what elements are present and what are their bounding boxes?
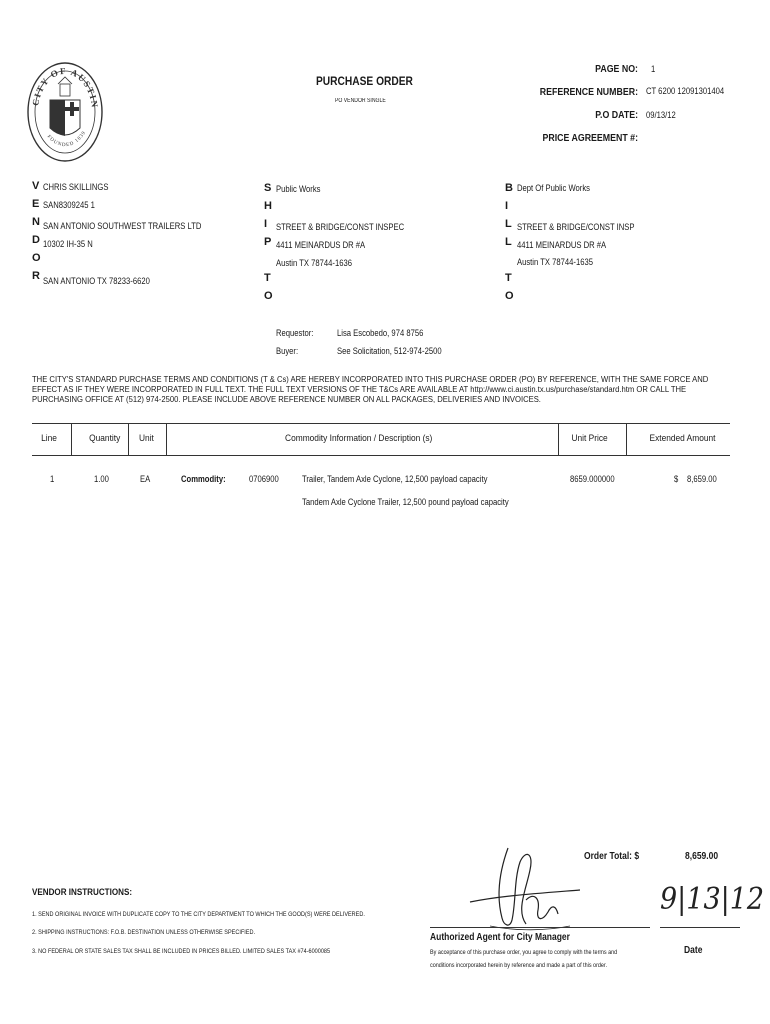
vendor-instructions-title: VENDOR INSTRUCTIONS:	[32, 887, 133, 898]
col-divider	[166, 424, 167, 455]
col-divider	[128, 424, 129, 455]
table-header-rule	[32, 455, 730, 456]
acceptance-text-1: By acceptance of this purchase order, you agree to comply with the terms and	[430, 949, 618, 956]
handwritten-date: 9|13|12	[660, 882, 765, 917]
ship-to-letters	[264, 182, 274, 308]
row-description-detail: Tandem Axle Cyclone Trailer, 12,500 pound payload capacity	[302, 497, 509, 507]
column-header-description: Commodity Information / Description (s)	[285, 433, 433, 444]
bill-letter: L	[505, 218, 512, 230]
bill-to-department: Dept Of Public Works	[517, 183, 590, 193]
vendor-letters	[32, 180, 42, 288]
col-divider	[71, 424, 72, 455]
row-currency: $	[674, 474, 679, 484]
bill-letter: L	[505, 236, 512, 248]
acceptance-text-2: conditions incorporated herein by reference and made a part of this order.	[430, 962, 607, 969]
ship-letter	[264, 254, 274, 272]
column-header-unit-price: Unit Price	[571, 433, 608, 444]
page-no-value: 1	[651, 64, 656, 74]
vendor-city: SAN ANTONIO TX 78233-6620	[43, 276, 150, 286]
column-header-quantity: Quantity	[89, 433, 121, 444]
page-no-label: PAGE NO:	[595, 64, 638, 75]
signature-scribble	[430, 840, 590, 940]
bill-to-city: Austin TX 78744-1635	[517, 257, 593, 267]
vendor-instruction-item: 2. SHIPPING INSTRUCTIONS: F.O.B. DESTINATION UNLESS OTHERWISE SPECIFIED.	[32, 929, 255, 936]
row-extended-amount: 8,659.00	[687, 474, 717, 484]
requestor-label: Requestor:	[276, 328, 314, 338]
col-divider	[558, 424, 559, 455]
column-header-extended-amount: Extended Amount	[649, 433, 716, 444]
ship-letter: S	[264, 182, 272, 194]
terms-paragraph: THE CITY'S STANDARD PURCHASE TERMS AND CONDITIONS (T & Cs) ARE HEREBY INCORPORATED INTO THIS PURCHASE ORDER (PO) BY REFERENCE, WITH THE SAME FORCE AND EFFECT AS IF THEY WERE INCORPORATED IN FULL TEXT. THE FULL TEXT VERSIONS OF THE T&Cs ARE AVAILABLE AT http://www.ci.austin.tx.us/purchase/standard.htm OR CALL THE PURCHASING OFFICE AT (512) 974-2500. PLEASE INCLUDE ABOVE REFERENCE NUMBER ON ALL PACKAGES, DELIVERIES AND INVOICES.	[32, 374, 709, 404]
row-unit: EA	[140, 474, 151, 484]
bill-letter: T	[505, 272, 512, 284]
ship-letter: T	[264, 272, 271, 284]
vendor-letter: N	[32, 216, 40, 228]
vendor-letter: R	[32, 270, 40, 282]
date-label: Date	[684, 945, 703, 956]
buyer-label: Buyer:	[276, 346, 299, 356]
row-commodity-code: 0706900	[249, 474, 279, 484]
document-subtitle: PO VENDOR SINGLE	[335, 98, 386, 104]
vendor-letter: D	[32, 234, 40, 246]
row-line-number: 1	[50, 474, 55, 484]
vendor-company: SAN ANTONIO SOUTHWEST TRAILERS LTD	[43, 221, 202, 231]
bill-to-street: 4411 MEINARDUS DR #A	[517, 240, 607, 250]
seal-bottom-text: FOUNDED 1839	[45, 130, 88, 149]
vendor-instruction-item: 3. NO FEDERAL OR STATE SALES TAX SHALL BE INCLUDED IN PRICES BILLED. LIMITED SALES TAX #74-6000085	[32, 948, 331, 955]
vendor-instruction-item: 1. SEND ORIGINAL INVOICE WITH DUPLICATE COPY TO THE CITY DEPARTMENT TO WHICH THE GOOD(S) WERE DELIVERED.	[32, 911, 365, 918]
reference-number-value: CT 6200 12091301404	[646, 86, 725, 96]
order-total-label: Order Total: $	[584, 851, 640, 862]
city-seal	[26, 60, 104, 164]
bill-letter: I	[505, 200, 509, 212]
bill-letter	[505, 254, 515, 272]
row-description: Trailer, Tandem Axle Cyclone, 12,500 payload capacity	[302, 474, 488, 484]
column-header-unit: Unit	[139, 433, 154, 444]
seal-ring-text: CITY OF AUSTIN	[30, 65, 100, 110]
ship-letter: H	[264, 200, 272, 212]
row-quantity: 1.00	[94, 474, 109, 484]
ship-to-division: STREET & BRIDGE/CONST INSPEC	[276, 222, 405, 232]
vendor-letter: V	[32, 180, 40, 192]
ship-letter: P	[264, 236, 272, 248]
vendor-letter: O	[32, 252, 41, 264]
ship-to-street: 4411 MEINARDUS DR #A	[276, 240, 366, 250]
column-header-line: Line	[41, 433, 57, 444]
po-date-value: 09/13/12	[646, 110, 676, 120]
signature-line	[430, 927, 650, 928]
po-date-label: P.O DATE:	[595, 110, 638, 121]
price-agreement-label: PRICE AGREEMENT #:	[542, 133, 638, 144]
date-line	[660, 927, 740, 928]
vendor-letter: E	[32, 198, 40, 210]
buyer-value: See Solicitation, 512-974-2500	[337, 346, 442, 356]
bill-to-division: STREET & BRIDGE/CONST INSP	[517, 222, 635, 232]
bill-letter: B	[505, 182, 513, 194]
order-total-value: 8,659.00	[685, 851, 719, 862]
svg-text:FOUNDED 1839	[46, 130, 88, 148]
bill-letter: O	[505, 290, 514, 302]
bill-to-letters	[505, 182, 515, 308]
vendor-contact: CHRIS SKILLINGS	[43, 182, 109, 192]
row-unit-price: 8659.000000	[570, 474, 615, 484]
row-commodity-label: Commodity:	[181, 474, 226, 484]
ship-to-department: Public Works	[276, 184, 321, 194]
vendor-id: SAN8309245 1	[43, 200, 95, 210]
reference-number-label: REFERENCE NUMBER:	[539, 87, 638, 98]
requestor-value: Lisa Escobedo, 974 8756	[337, 328, 424, 338]
document-title: PURCHASE ORDER	[316, 74, 413, 88]
col-divider	[626, 424, 627, 455]
ship-letter: O	[264, 290, 273, 302]
ship-letter: I	[264, 218, 268, 230]
ship-to-city: Austin TX 78744-1636	[276, 258, 352, 268]
vendor-street: 10302 IH-35 N	[43, 239, 93, 249]
authorized-agent-label: Authorized Agent for City Manager	[430, 932, 570, 943]
